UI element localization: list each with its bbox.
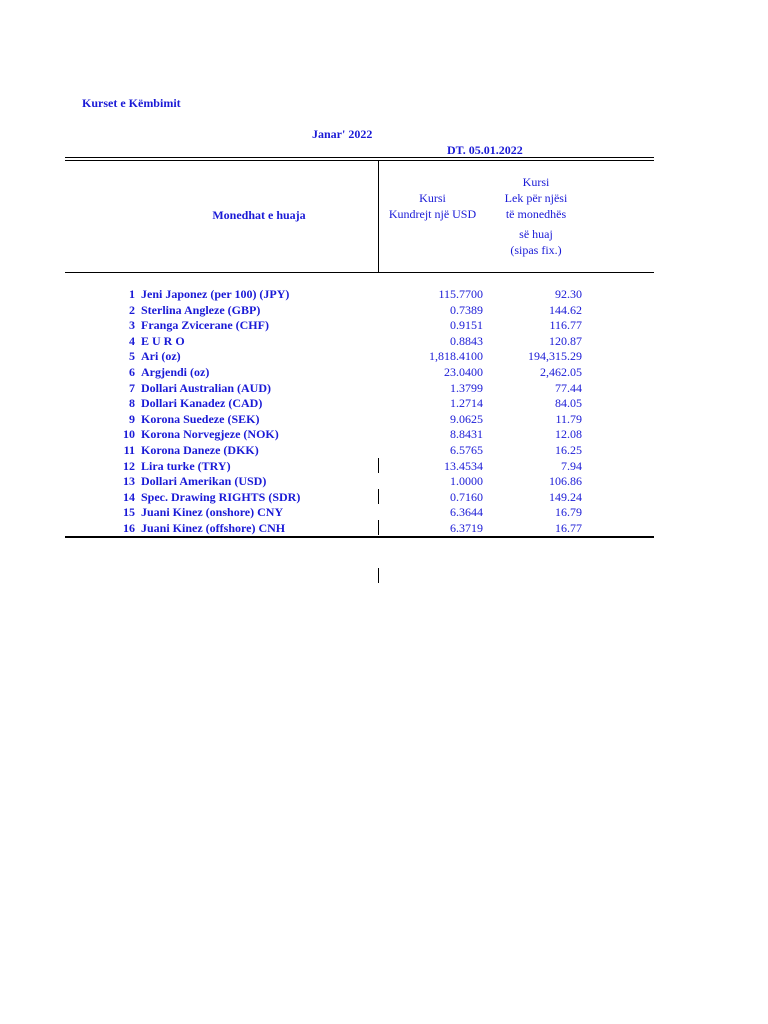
- usd-rate: 115.7700: [438, 287, 483, 301]
- currency-name: Korona Daneze (DKK): [141, 443, 259, 457]
- row-number: 8: [129, 396, 135, 411]
- table-row: [0, 334, 768, 350]
- row-number: 13: [123, 474, 135, 489]
- lek-rate: 92.30: [555, 287, 582, 301]
- currency-column-header: Monedhat e huaja: [212, 208, 306, 222]
- usd-rate: 6.3644: [450, 505, 483, 520]
- header-bottom-rule: [65, 272, 654, 273]
- table-row: [0, 318, 768, 334]
- currency-name: Juani Kinez (offshore) CNH: [141, 521, 286, 535]
- usd-rate: 0.7160: [450, 489, 483, 504]
- usd-rate: 1,818.4100: [429, 349, 483, 364]
- lek-rate: 120.87: [549, 333, 582, 348]
- usd-header-line: Kundrejt një USD: [388, 207, 477, 221]
- currency-name: Spec. Drawing RIGHTS (SDR): [141, 489, 301, 504]
- row-number: 1: [129, 287, 135, 301]
- row-number: 6: [129, 365, 135, 379]
- table-top-rule: [65, 157, 654, 158]
- table-row: [0, 521, 768, 537]
- lek-rate: 16.79: [555, 505, 582, 520]
- table-top-rule-double: [65, 160, 654, 161]
- usd-rate: 13.4534: [444, 458, 483, 473]
- table-row: [0, 381, 768, 397]
- table-row: [0, 349, 768, 365]
- currency-name: Argjendi (oz): [141, 365, 210, 379]
- lek-rate: 2,462.05: [540, 365, 582, 379]
- header-divider: [378, 160, 379, 272]
- usd-rate: 1.2714: [450, 396, 483, 411]
- lek-rate: 144.62: [549, 302, 582, 317]
- usd-rate: 0.8843: [450, 333, 483, 348]
- lek-rate: 77.44: [555, 380, 582, 395]
- lek-rate-column-header: [488, 174, 584, 258]
- row-number: 7: [129, 380, 135, 395]
- row-number: 15: [123, 505, 135, 520]
- currency-name: Dollari Australian (AUD): [141, 380, 271, 395]
- row-number: 14: [123, 489, 135, 504]
- lek-rate: 16.25: [555, 443, 582, 457]
- table-row: [0, 490, 768, 506]
- table-row: [0, 474, 768, 490]
- lek-rate: 11.79: [555, 411, 582, 426]
- page-title: Kurset e Këmbimit: [82, 96, 181, 110]
- table-row: [0, 459, 768, 475]
- row-number: 4: [129, 333, 135, 348]
- date-label: DT. 05.01.2022: [447, 143, 523, 157]
- usd-rate: 1.0000: [450, 474, 483, 489]
- lek-rate: 149.24: [549, 489, 582, 504]
- row-number: 12: [123, 458, 135, 473]
- lek-rate: 194,315.29: [528, 349, 582, 364]
- table-row: [0, 365, 768, 381]
- currency-name: Ari (oz): [141, 349, 181, 364]
- row-number: 11: [123, 443, 135, 457]
- column-divider: [378, 568, 379, 583]
- table-row: [0, 303, 768, 319]
- lek-rate: 116.77: [549, 318, 582, 333]
- table-row: [0, 443, 768, 459]
- lek-rate: 84.05: [555, 396, 582, 411]
- lek-rate: 7.94: [561, 458, 582, 473]
- row-number: 2: [129, 302, 135, 317]
- currency-name: Dollari Kanadez (CAD): [141, 396, 263, 411]
- table-row: [0, 505, 768, 521]
- usd-rate-column-header: [380, 190, 485, 222]
- row-number: 16: [123, 521, 135, 535]
- currency-name: Juani Kinez (onshore) CNY: [141, 505, 284, 520]
- usd-rate: 0.9151: [450, 318, 483, 333]
- currency-name: E U R O: [141, 333, 185, 348]
- lek-rate: 106.86: [549, 474, 582, 489]
- currency-name: Korona Norvegjeze (NOK): [141, 427, 279, 442]
- usd-rate: 8.8431: [450, 427, 483, 442]
- currency-name: Sterlina Angleze (GBP): [141, 302, 261, 317]
- currency-name: Lira turke (TRY): [141, 458, 231, 473]
- lek-rate: 16.77: [555, 521, 582, 535]
- usd-rate: 9.0625: [450, 411, 483, 426]
- lek-header-line: Lek për njësi: [504, 191, 568, 205]
- table-row: [0, 412, 768, 428]
- lek-rate: 12.08: [555, 427, 582, 442]
- table-row: [0, 287, 768, 303]
- lek-header-line: Kursi: [522, 175, 550, 189]
- row-number: 3: [129, 318, 135, 333]
- usd-rate: 6.3719: [450, 521, 483, 535]
- row-number: 5: [129, 349, 135, 364]
- row-number: 9: [129, 411, 135, 426]
- usd-rate: 23.0400: [444, 365, 483, 379]
- row-number: 10: [123, 427, 135, 442]
- usd-rate: 1.3799: [450, 380, 483, 395]
- usd-rate: 6.5765: [450, 443, 483, 457]
- currency-name: Korona Suedeze (SEK): [141, 411, 260, 426]
- table-row: [0, 396, 768, 412]
- lek-header-line: së huaj: [519, 227, 553, 241]
- currency-name: Jeni Japonez (per 100) (JPY): [141, 287, 290, 301]
- lek-header-line: të monedhës: [505, 207, 567, 221]
- usd-rate: 0.7389: [450, 302, 483, 317]
- currency-name: Dollari Amerikan (USD): [141, 474, 267, 489]
- table-row: [0, 427, 768, 443]
- lek-header-line: (sipas fix.): [510, 243, 562, 257]
- usd-header-line: Kursi: [419, 191, 446, 205]
- currency-name: Franga Zvicerane (CHF): [141, 318, 269, 333]
- month-label: Janar' 2022: [312, 127, 373, 141]
